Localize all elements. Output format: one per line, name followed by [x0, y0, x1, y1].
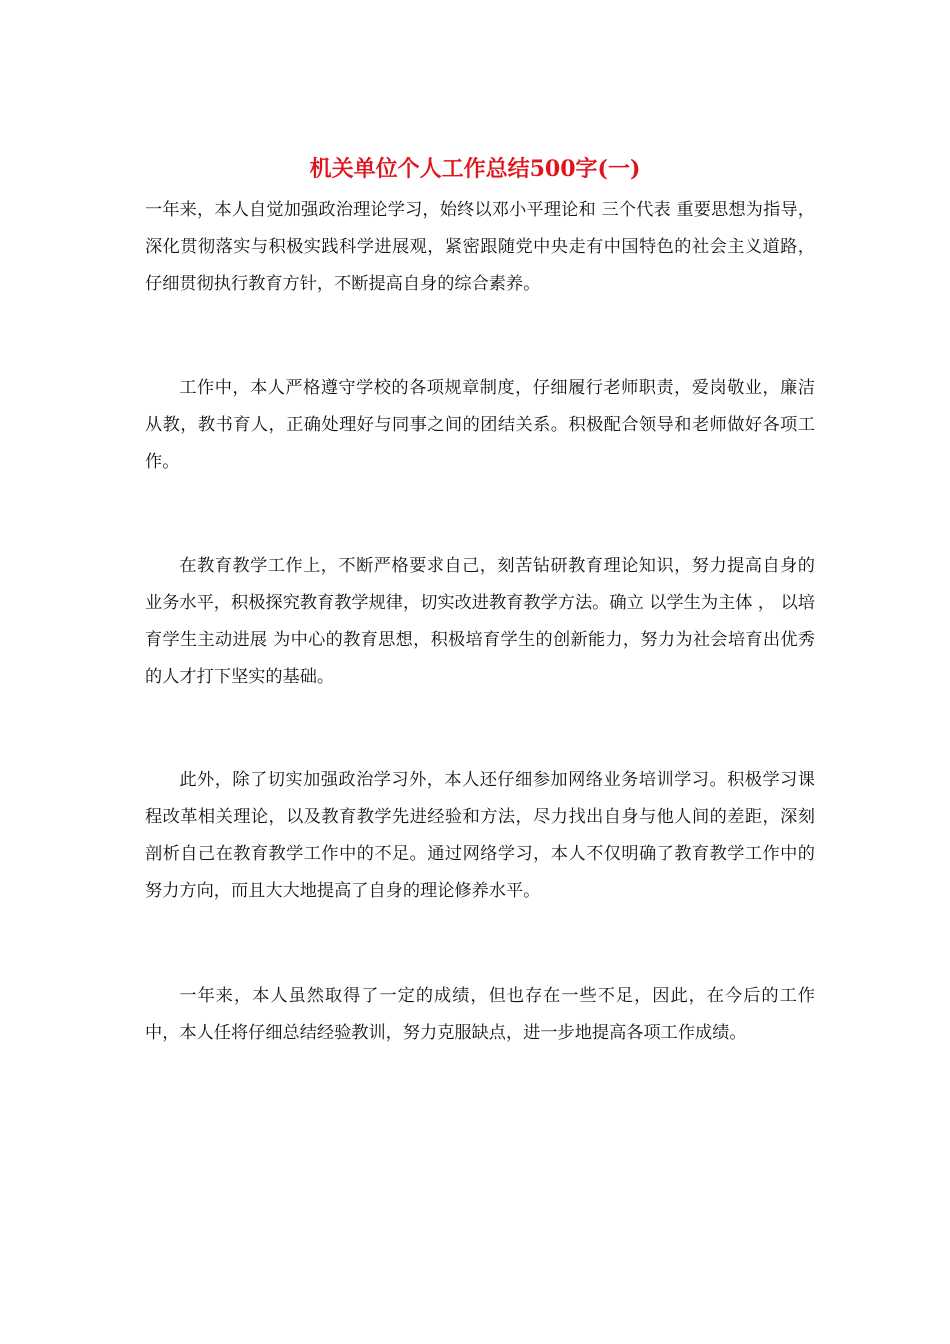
paragraph-1: 一年来，本人自觉加强政治理论学习，始终以邓小平理论和 三个代表 重要思想为指导，深化贯彻落实与积极实践科学进展观，紧密跟随党中央走有中国特色的社会主义道路，仔细贯彻执行教育方针，不断提高自身的综合素养。 — [145, 200, 815, 294]
paragraph-5: 一年来，本人虽然取得了一定的成绩，但也存在一些不足，因此，在今后的工作中，本人任将仔细总结经验教训，努力克服缺点，进一步地提高各项工作成绩。 — [145, 986, 815, 1043]
paragraph-2: 工作中，本人严格遵守学校的各项规章制度，仔细履行老师职责，爱岗敬业，廉洁从教，教书育人，正确处理好与同事之间的团结关系。积极配合领导和老师做好各项工作。 — [145, 378, 815, 472]
paragraph-3: 在教育教学工作上，不断严格要求自己，刻苦钻研教育理论知识，努力提高自身的业务水平，积极探究教育教学规律，切实改进教育教学方法。确立 以学生为主体 ， 以培育学生主动进展 为中心的教育思想，积极培育学生的创新能力，努力为社会培育出优秀的人才打下坚实的基础。 — [145, 556, 815, 687]
paragraph-4: 此外，除了切实加强政治学习外，本人还仔细参加网络业务培训学习。积极学习课程改革相关理论，以及教育教学先进经验和方法，尽力找出自身与他人间的差距，深刻剖析自己在教育教学工作中的不足。通过网络学习，本人不仅明确了教育教学工作中的努力方向，而且大大地提高了自身的理论修养水平。 — [145, 770, 815, 901]
document-title: 机关单位个人工作总结500字(一) — [309, 156, 641, 182]
